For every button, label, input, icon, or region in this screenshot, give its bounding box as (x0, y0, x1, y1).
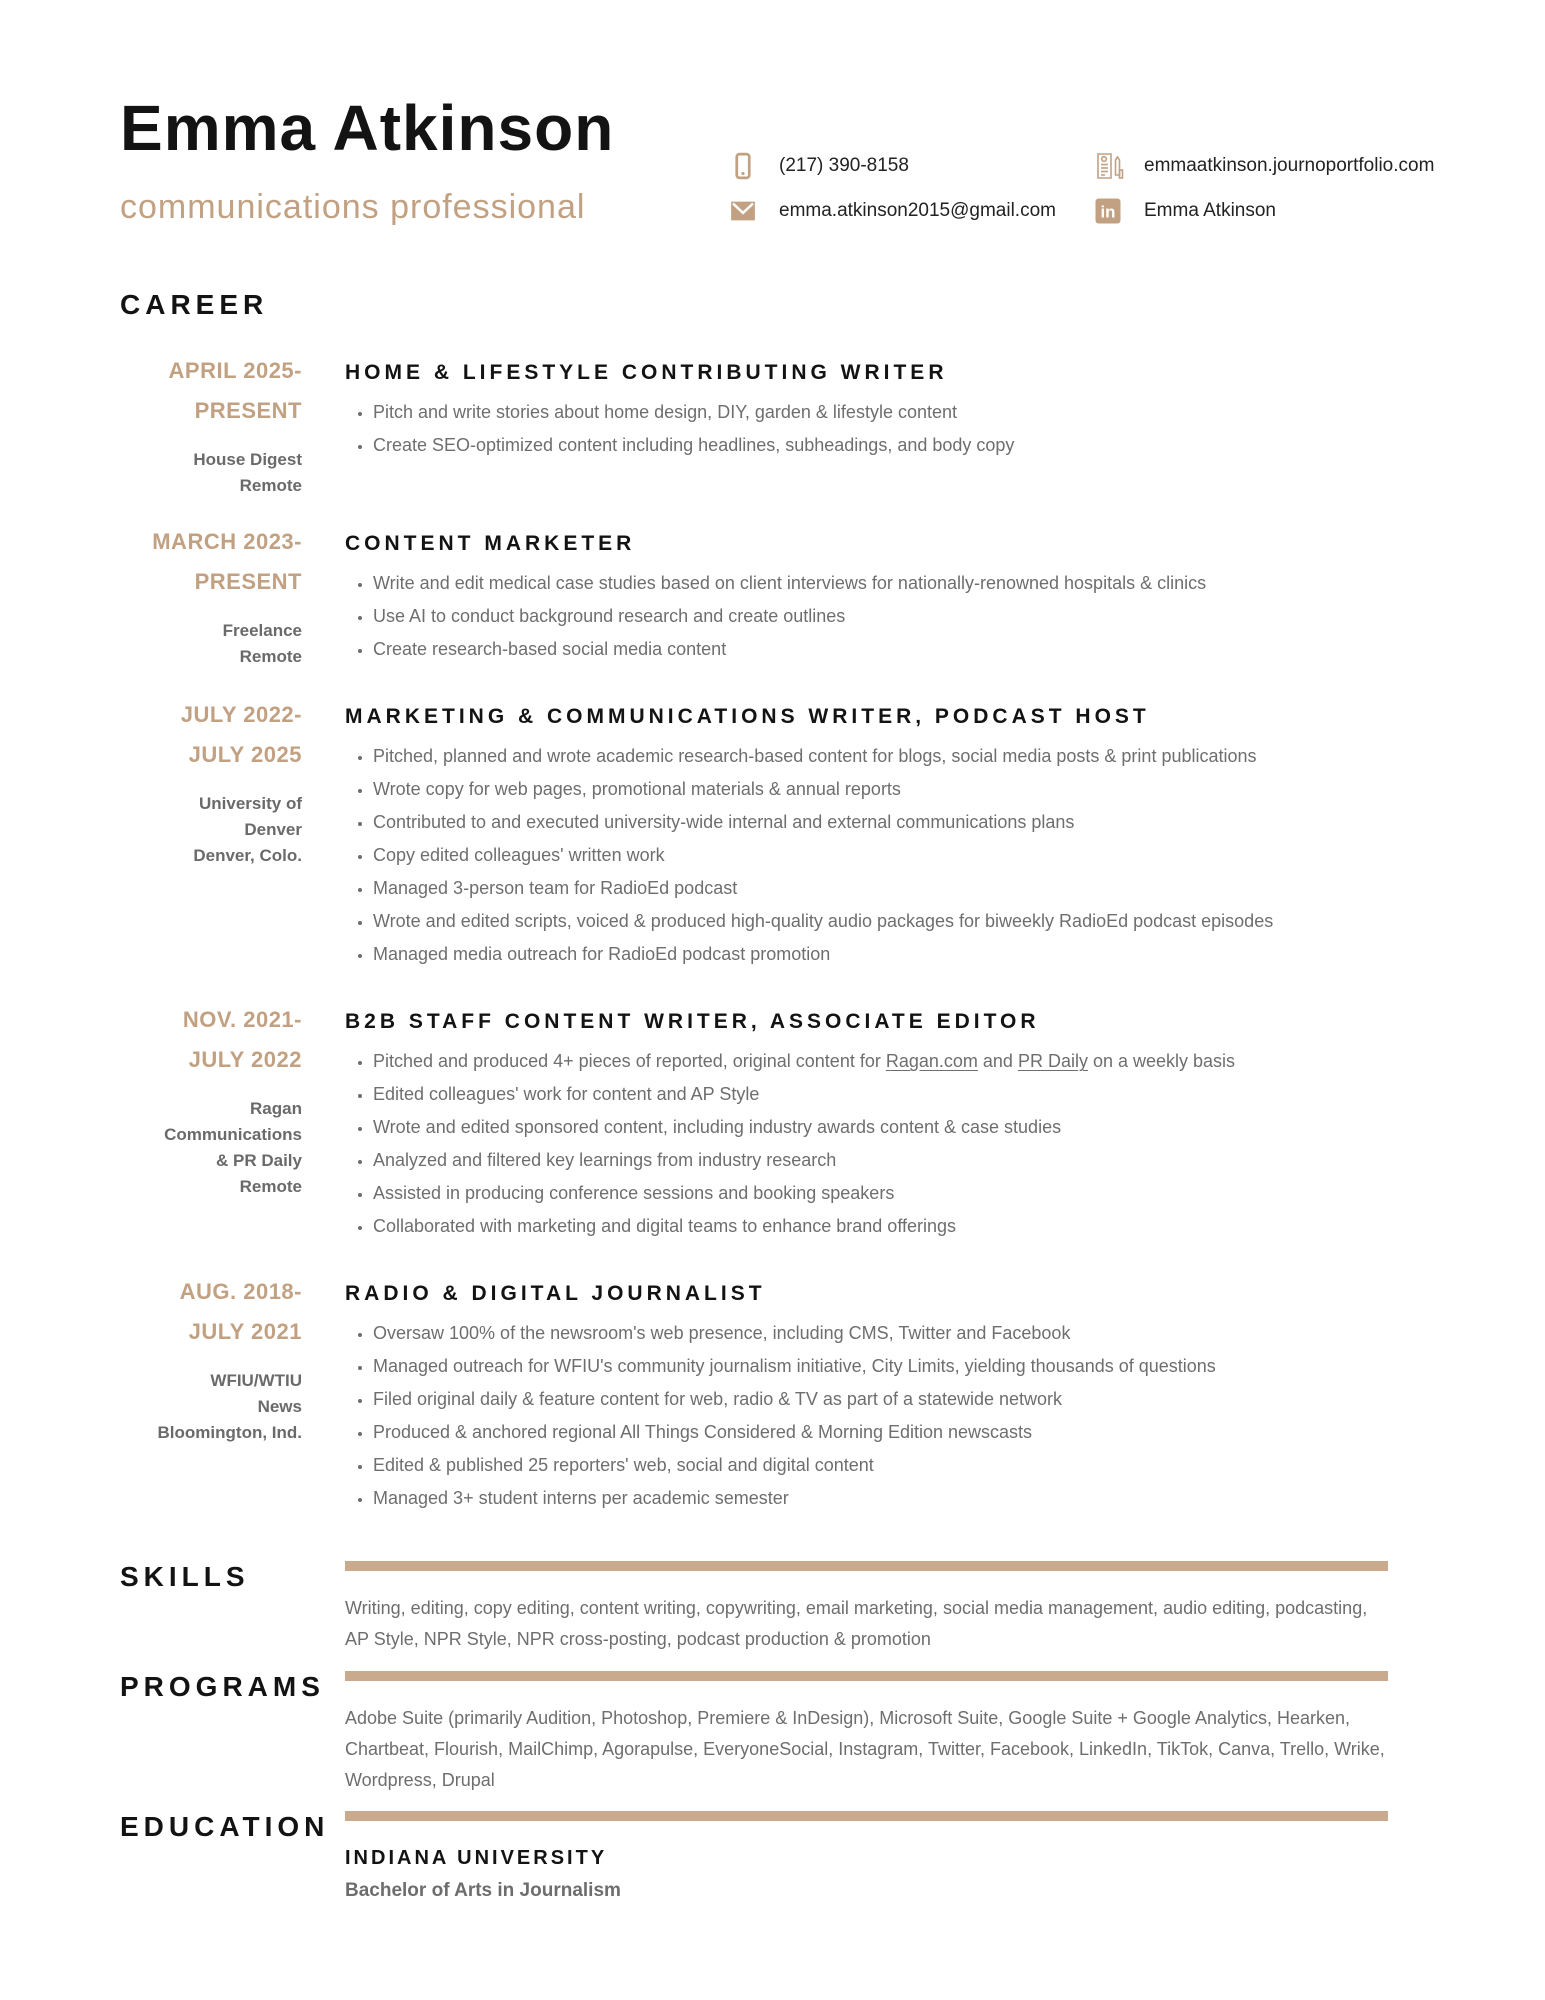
bullet-item: • Managed 3-person team for RadioEd podcast (373, 878, 1388, 898)
programs-body (345, 1671, 1388, 1796)
entry-main (345, 1281, 1388, 1521)
job-bullets (345, 1051, 1388, 1236)
org-line: Freelance (222, 621, 302, 641)
programs-heading: PROGRAMS (120, 1671, 325, 1703)
entry-meta (120, 1281, 302, 1521)
section-programs (120, 1671, 1388, 1796)
job-bullets (345, 573, 1388, 659)
date-start: JULY 2022- (180, 702, 302, 728)
person-subtitle: communications professional (120, 188, 586, 227)
bullet-item: • Analyzed and filtered key learnings from industry research (373, 1150, 1388, 1170)
entry-dates (120, 1272, 302, 1352)
contact-phone (727, 150, 1092, 182)
bullet-text: Pitched and produced 4+ pieces of reported, original content for (373, 1051, 886, 1072)
bullet-item (373, 1051, 1388, 1071)
bullet-item: • Wrote copy for web pages, promotional materials & annual reports (373, 779, 1388, 799)
bullet-item: • Edited & published 25 reporters' web, social and digital content (373, 1455, 1388, 1475)
org-line: Bloomington, Ind. (157, 1423, 302, 1443)
entry-meta (120, 360, 302, 499)
entry-dates (120, 1000, 302, 1080)
entry-main (345, 704, 1388, 977)
job-bullets (345, 1323, 1388, 1508)
date-start: AUG. 2018- (179, 1279, 302, 1305)
job-title: RADIO & DIGITAL JOURNALIST (345, 1282, 766, 1306)
date-start: NOV. 2021- (182, 1007, 302, 1033)
bullet-item: • Copy edited colleagues' written work (373, 845, 1388, 865)
education-school: INDIANA UNIVERSITY (345, 1847, 608, 1870)
entry-meta (120, 1009, 302, 1249)
entry-main (345, 531, 1388, 672)
section-education (120, 1811, 1388, 1902)
bullet-item: • Managed outreach for WFIU's community journalism initiative, City Limits, yielding thousands of questions (373, 1356, 1388, 1376)
job-title: MARKETING & COMMUNICATIONS WRITER, PODCAST HOST (345, 705, 1150, 729)
date-end: JULY 2021 (188, 1319, 302, 1345)
org-line: Remote (239, 647, 302, 667)
contact-website (1092, 150, 1434, 182)
job-entry (120, 360, 1388, 499)
bullet-item: • Create research-based social media content (373, 639, 1388, 659)
bullet-item: • Create SEO-optimized content including headlines, subheadings, and body copy (373, 435, 1388, 455)
bullet-item: • Pitched, planned and wrote academic research-based content for blogs, social media posts & print publications (373, 746, 1388, 766)
date-end: JULY 2025 (188, 742, 302, 768)
bullet-item: • Use AI to conduct background research and create outlines (373, 606, 1388, 626)
education-heading: EDUCATION (120, 1811, 330, 1843)
entry-org (120, 1368, 302, 1446)
programs-text: Adobe Suite (primarily Audition, Photoshop, Premiere & InDesign), Microsoft Suite, Google Suite + Google Analytics, Hearken, Chartbeat, Flourish, MailChimp, Agorapulse, EveryoneSocial, Instagram, Twitter, Facebook, LinkedIn, TikTok, Canva, Trello, Wrike, Wordpress, Drupal (345, 1708, 1385, 1791)
job-entry (120, 1009, 1388, 1249)
bullet-item: • Managed 3+ student interns per academic semester (373, 1488, 1388, 1508)
job-entry (120, 531, 1388, 672)
date-end: PRESENT (194, 398, 302, 424)
portfolio-icon (1092, 150, 1124, 182)
career-heading: CAREER (120, 289, 269, 321)
bullet-item: • Assisted in producing conference sessions and booking speakers (373, 1183, 1388, 1203)
bullet-text: and (977, 1051, 1018, 1072)
bullet-item: • Contributed to and executed university-wide internal and external communications plans (373, 812, 1388, 832)
entry-org (120, 1096, 302, 1200)
contact-email (727, 195, 1092, 227)
entry-main (345, 1009, 1388, 1249)
contact-email-value[interactable]: emma.atkinson2015@gmail.com (779, 199, 1056, 221)
bullet-item: • Managed media outreach for RadioEd podcast promotion (373, 944, 1388, 964)
education-degree: Bachelor of Arts in Journalism (345, 1880, 621, 1902)
skills-text: Writing, editing, copy editing, content writing, copywriting, email marketing, social media management, audio editing, podcasting, AP Style, NPR Style, NPR cross-posting, podcast production & promotion (345, 1598, 1368, 1650)
contact-linkedin-value[interactable]: Emma Atkinson (1144, 199, 1276, 221)
job-entry (120, 1281, 1388, 1521)
org-line: Communications (164, 1125, 302, 1145)
org-line: News (257, 1397, 302, 1417)
job-title: B2B STAFF CONTENT WRITER, ASSOCIATE EDITOR (345, 1010, 1040, 1034)
org-line: Remote (239, 1177, 302, 1197)
bullet-item: • Wrote and edited sponsored content, including industry awards content & case studies (373, 1117, 1388, 1137)
date-end: PRESENT (194, 569, 302, 595)
job-bullets (345, 746, 1388, 964)
date-start: APRIL 2025- (168, 358, 302, 384)
contact-phone-value: (217) 390-8158 (779, 154, 909, 176)
entry-org (120, 447, 302, 499)
org-line: Denver, Colo. (193, 846, 302, 866)
header (120, 92, 1435, 227)
entry-meta (120, 704, 302, 977)
bullet-item: • Collaborated with marketing and digital teams to enhance brand offerings (373, 1216, 1388, 1236)
skills-divider (345, 1561, 1388, 1571)
section-career (120, 289, 1388, 1521)
contact-grid (727, 143, 1434, 233)
date-start: MARCH 2023- (152, 529, 302, 555)
entry-org (120, 791, 302, 869)
entry-dates (120, 351, 302, 431)
svg-text:in: in (1100, 202, 1116, 221)
bullet-item: • Filed original daily & feature content for web, radio & TV as part of a statewide network (373, 1389, 1388, 1409)
linkedin-icon (1092, 195, 1124, 227)
bullet-item: • Edited colleagues' work for content and AP Style (373, 1084, 1388, 1104)
education-divider (345, 1811, 1388, 1821)
bullet-item: • Write and edit medical case studies based on client interviews for nationally-renowned hospitals & clinics (373, 573, 1388, 593)
bullet-text: on a weekly basis (1087, 1051, 1236, 1072)
org-line: House Digest (193, 450, 302, 470)
job-entry (120, 704, 1388, 977)
org-line: Ragan (250, 1099, 302, 1119)
org-line: University of (199, 794, 302, 814)
link-ragan[interactable]: Ragan.com (885, 1051, 978, 1072)
programs-divider (345, 1671, 1388, 1681)
entry-org (120, 618, 302, 670)
entry-dates (120, 522, 302, 602)
org-line: Denver (244, 820, 302, 840)
org-line: & PR Daily (216, 1151, 302, 1171)
education-body (345, 1811, 1388, 1902)
contact-linkedin (1092, 195, 1434, 227)
entry-dates (120, 695, 302, 775)
org-line: Remote (239, 476, 302, 496)
job-bullets (345, 402, 1388, 455)
bullet-item: • Pitch and write stories about home design, DIY, garden & lifestyle content (373, 402, 1388, 422)
entry-main (345, 360, 1388, 499)
org-line: WFIU/WTIU (210, 1371, 302, 1391)
date-end: JULY 2022 (188, 1047, 302, 1073)
entry-meta (120, 531, 302, 672)
skills-body (345, 1561, 1388, 1655)
job-title: HOME & LIFESTYLE CONTRIBUTING WRITER (345, 361, 948, 385)
link-prdaily[interactable]: PR Daily (1017, 1051, 1088, 1072)
section-skills (120, 1561, 1388, 1655)
person-name: Emma Atkinson (120, 92, 615, 164)
job-title: CONTENT MARKETER (345, 532, 636, 556)
bullet-item: • Produced & anchored regional All Things Considered & Morning Edition newscasts (373, 1422, 1388, 1442)
bullet-item: • Oversaw 100% of the newsroom's web presence, including CMS, Twitter and Facebook (373, 1323, 1388, 1343)
skills-heading: SKILLS (120, 1561, 250, 1593)
phone-icon (727, 150, 759, 182)
email-icon (727, 195, 759, 227)
contact-website-value[interactable]: emmaatkinson.journoportfolio.com (1144, 154, 1435, 176)
bullet-item: • Wrote and edited scripts, voiced & produced high-quality audio packages for biweekly RadioEd podcast episodes (373, 911, 1388, 931)
